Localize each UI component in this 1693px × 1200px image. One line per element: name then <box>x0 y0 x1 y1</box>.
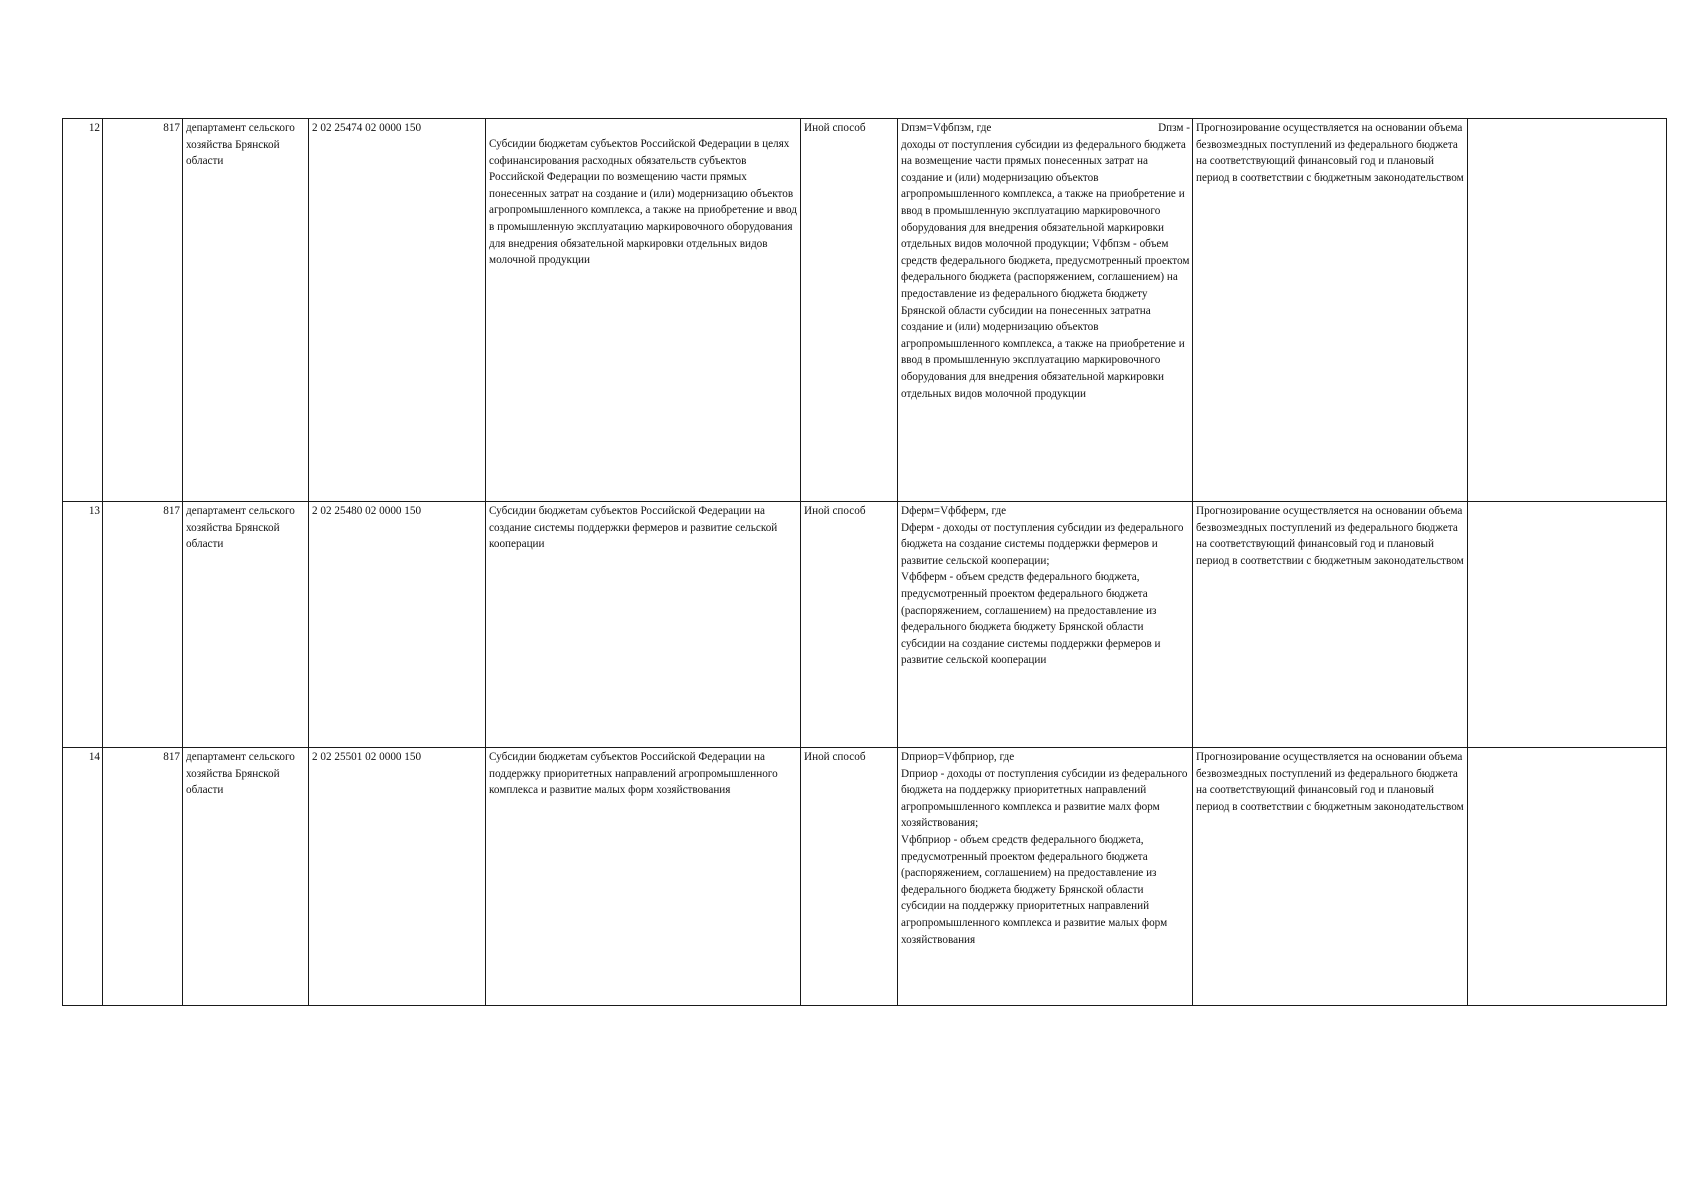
note-cell <box>1468 748 1667 1006</box>
forecast-description: Прогнозирование осуществляется на основании объема безвозмездных поступлений из федерального бюджета на соответствующий финансовый год и плановый период в соответствии с бюджетным законодательством <box>1193 119 1468 502</box>
formula-head: Dпзм=Vфбпзм, где <box>901 122 992 134</box>
forecast-method: Иной способ <box>801 119 898 502</box>
revenue-name: Субсидии бюджетам субъектов Российской Федерации в целях софинансирования расходных обязательств субъектов Российской Федерации по возмещению части прямых понесенных затрат на создание и (или) модернизацию объектов агропромышленного комплекса, а также на приобретение и ввод в промышленную эксплуатацию маркировочного оборудования для внедрения обязательной маркировки отдельных видов молочной продукции <box>489 138 797 267</box>
revenue-forecast-table <box>62 118 1667 1006</box>
admin-code: 817 <box>103 119 183 502</box>
administrator-name: департамент сельского хозяйства Брянской области <box>183 119 309 502</box>
formula-description: Dприор - доходы от поступления субсидии из федерального бюджета на поддержку приоритетных направлений агропромышленного комплекса и развитие малх форм хозяйствования; Vфбприор - объем средств федерального бюджета, предусмотренный проектом федерального бюджета (распоряжением, соглашением) на предоставление из федерального бюджета бюджету Брянской области субсидии на поддержку приоритетных направлений агропромышленного комплекса и развитие малых форм хозяйствования <box>901 767 1188 946</box>
note-cell <box>1468 119 1667 502</box>
table-row <box>63 502 1667 748</box>
formula-description: Dферм - доходы от поступления субсидии из федерального бюджета на создание системы поддержки фермеров и развитие сельской кооперации; Vфбферм - объем средств федерального бюджета, предусмотренный проектом федерального бюджета (распоряжением, соглашением) на предоставление из федерального бюджета бюджету Брянской области субсидии на создание системы поддержки фермеров и развитие сельской кооперации <box>901 521 1184 667</box>
formula-head: Dферм=Vфбферм, где <box>901 505 1007 517</box>
table-row <box>63 748 1667 1006</box>
row-number: 14 <box>63 748 103 1006</box>
formula-cell <box>898 748 1193 1006</box>
note-cell <box>1468 502 1667 748</box>
revenue-name: Субсидии бюджетам субъектов Российской Федерации на создание системы поддержки фермеров и развитие сельской кооперации <box>486 502 801 748</box>
budget-classification-code: 2 02 25501 02 0000 150 <box>309 748 486 1006</box>
row-number: 13 <box>63 502 103 748</box>
revenue-name: Субсидии бюджетам субъектов Российской Федерации на поддержку приоритетных направлений агропромышленного комплекса и развитие малых форм хозяйствования <box>486 748 801 1006</box>
forecast-description: Прогнозирование осуществляется на основании объема безвозмездных поступлений из федерального бюджета на соответствующий финансовый год и плановый период в соответствии с бюджетным законодательством <box>1193 502 1468 748</box>
administrator-name: департамент сельского хозяйства Брянской области <box>183 502 309 748</box>
admin-code: 817 <box>103 748 183 1006</box>
row-number: 12 <box>63 119 103 502</box>
budget-classification-code: 2 02 25474 02 0000 150 <box>309 119 486 502</box>
formula-head-term: Dпзм - <box>1158 122 1190 134</box>
forecast-description: Прогнозирование осуществляется на основании объема безвозмездных поступлений из федерального бюджета на соответствующий финансовый год и плановый период в соответствии с бюджетным законодательством <box>1193 748 1468 1006</box>
table-row <box>63 119 1667 502</box>
forecast-method: Иной способ <box>801 748 898 1006</box>
formula-cell <box>898 502 1193 748</box>
formula-head: Dприор=Vфбприор, где <box>901 751 1015 763</box>
budget-classification-code: 2 02 25480 02 0000 150 <box>309 502 486 748</box>
revenue-name-cell <box>486 119 801 502</box>
administrator-name: департамент сельского хозяйства Брянской области <box>183 748 309 1006</box>
forecast-method: Иной способ <box>801 502 898 748</box>
formula-description: доходы от поступления субсидии из федерального бюджета на возмещение части прямых понесенных затрат на создание и (или) модернизацию объектов агропромышленного комплекса, а также на приобретение и ввод в промышленную эксплуатацию маркировочного оборудования для внедрения обязательной маркировки отдельных видов молочной продукции; Vфбпзм - объем средств федерального бюджета, предусмотренный проектом федерального бюджета (распоряжением, соглашением) на предоставление из федерального бюджета бюджету Брянской области субсидии на понесенных затратна создание и (или) модернизацию объектов агропромышленного комплекса, а также на приобретение и ввод в промышленную эксплуатацию маркировочного оборудования для внедрения обязательной маркировки отдельных видов молочной продукции <box>901 138 1190 400</box>
formula-cell <box>898 119 1193 502</box>
admin-code: 817 <box>103 502 183 748</box>
